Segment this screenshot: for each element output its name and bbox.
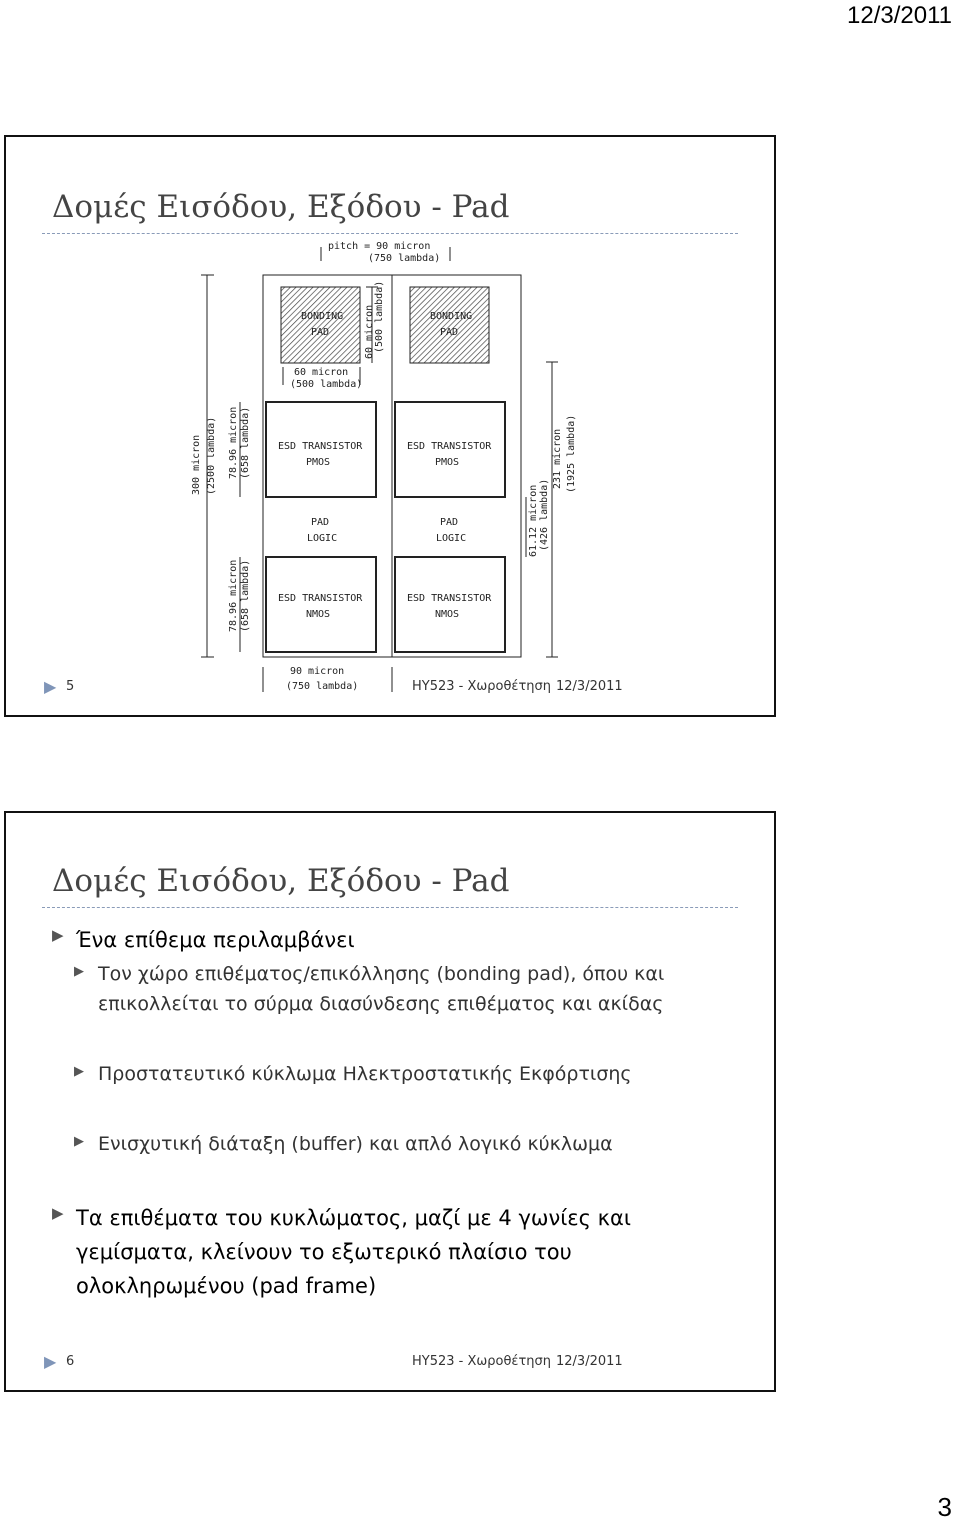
bonding-pad-label: BONDING <box>301 311 344 322</box>
bonding-pad-right <box>410 287 489 363</box>
pad-logic-label: PAD <box>311 517 330 528</box>
pad-logic-sublabel: LOGIC <box>436 533 467 544</box>
bullet-arrow-icon: ▶ <box>52 1204 64 1222</box>
footer-arrow-icon: ▶ <box>44 677 57 696</box>
bonding-pad-label: BONDING <box>430 311 473 322</box>
pitch-dimension <box>321 241 450 264</box>
bullet-text: Τον χώρο επιθέματος/επικόλλησης (bonding pad), όπου και <box>98 963 665 985</box>
title-divider <box>42 233 738 234</box>
pad-height-micron: 60 micron <box>364 304 375 359</box>
esd-height-lambda: (658 lambda) <box>240 559 251 632</box>
esd-nmos-label: ESD TRANSISTOR <box>407 593 492 604</box>
footer-date: 12/3/2011 <box>556 679 623 694</box>
slide-title: Δομές Εισόδου, Εξόδου - Pad <box>52 863 510 899</box>
footer-course: HY523 - Χωροθέτηση <box>412 1354 552 1369</box>
bullet-item <box>52 923 355 957</box>
page-date: 12/3/2011 <box>847 2 952 29</box>
esd-nmos-sublabel: NMOS <box>435 609 460 620</box>
total-height-lambda: (2500 lambda) <box>206 416 217 495</box>
footer-arrow-icon: ▶ <box>44 1352 57 1371</box>
esd-nmos-height-dimension <box>228 557 251 652</box>
bullet-arrow-icon: ▶ <box>74 1134 84 1149</box>
esd-height-micron: 78.96 micron <box>228 406 239 479</box>
bullet-text: γεμίσματα, κλείνουν το εξωτερικό πλαίσιο του <box>76 1240 572 1264</box>
slide-6 <box>4 811 776 1392</box>
right-height-micron: 231 micron <box>552 428 563 489</box>
pitch-label: pitch = 90 micron <box>328 241 431 252</box>
page-number: 3 <box>937 1492 952 1522</box>
slide-number: 6 <box>66 1354 75 1369</box>
slide-footer <box>6 677 774 697</box>
esd-pmos-sublabel: PMOS <box>306 457 331 468</box>
bullet-arrow-icon: ▶ <box>52 926 64 944</box>
esd-height-micron: 78.96 micron <box>228 559 239 632</box>
logic-height-dimension <box>526 479 550 557</box>
pad-width-dimension <box>283 367 362 390</box>
right-height-dimension <box>546 362 577 657</box>
bullet-text: ολοκληρωμένου (pad frame) <box>76 1274 377 1298</box>
title-divider <box>42 907 738 908</box>
total-height-micron: 300 micron <box>191 434 202 495</box>
logic-height-micron: 61.12 micron <box>528 484 539 557</box>
sub-bullet-item <box>74 959 664 1019</box>
bullet-text: επικολλείται το σύρμα διασύνδεσης επιθέματος και ακίδας <box>98 993 664 1015</box>
cell-width-lambda: (750 lambda) <box>286 681 359 692</box>
pitch-lambda: (750 lambda) <box>368 253 441 264</box>
pad-height-dimension <box>364 281 385 363</box>
esd-nmos-left <box>266 557 376 652</box>
bullet-text: Ένα επίθεμα περιλαμβάνει <box>76 928 355 952</box>
bonding-pad-label: PAD <box>311 327 330 338</box>
logic-height-lambda: (426 lambda) <box>539 478 550 551</box>
pad-width-micron: 60 micron <box>294 367 349 378</box>
slide-title: Δομές Εισόδου, Εξόδου - Pad <box>52 189 510 225</box>
pad-logic-label: PAD <box>440 517 459 528</box>
esd-nmos-sublabel: NMOS <box>306 609 331 620</box>
esd-pmos-sublabel: PMOS <box>435 457 460 468</box>
esd-pmos-label: ESD TRANSISTOR <box>278 441 363 452</box>
footer-date: 12/3/2011 <box>556 1354 623 1369</box>
bullet-item <box>52 1201 631 1303</box>
pad-width-lambda: (500 lambda) <box>290 379 363 390</box>
sub-bullet-item <box>74 1059 632 1089</box>
bullet-arrow-icon: ▶ <box>74 964 84 979</box>
slide-5 <box>4 135 776 717</box>
esd-nmos-right <box>395 557 505 652</box>
total-height-dimension <box>191 275 217 657</box>
right-height-lambda: (1925 lambda) <box>566 414 577 493</box>
esd-pmos-height-dimension <box>228 402 251 497</box>
pad-layout-diagram <box>176 237 596 697</box>
pad-height-lambda: (500 lambda) <box>374 280 385 353</box>
esd-height-lambda: (658 lambda) <box>240 406 251 479</box>
bullet-text: Τα επιθέματα του κυκλώματος, μαζί με 4 γωνίες και <box>76 1206 631 1230</box>
slide-number: 5 <box>66 679 75 694</box>
slide-footer <box>6 1352 774 1372</box>
pad-logic-sublabel: LOGIC <box>307 533 338 544</box>
bonding-pad-left <box>281 287 360 363</box>
footer-course: HY523 - Χωροθέτηση <box>412 679 552 694</box>
sub-bullet-item <box>74 1129 613 1159</box>
esd-pmos-label: ESD TRANSISTOR <box>407 441 492 452</box>
cell-width-micron: 90 micron <box>290 666 345 677</box>
esd-nmos-label: ESD TRANSISTOR <box>278 593 363 604</box>
bonding-pad-label: PAD <box>440 327 459 338</box>
bullet-arrow-icon: ▶ <box>74 1064 84 1079</box>
bullet-text: Ενισχυτική διάταξη (buffer) και απλό λογικό κύκλωμα <box>98 1133 613 1155</box>
bullet-text: Προστατευτικό κύκλωμα Ηλεκτροστατικής Εκφόρτισης <box>98 1063 632 1085</box>
